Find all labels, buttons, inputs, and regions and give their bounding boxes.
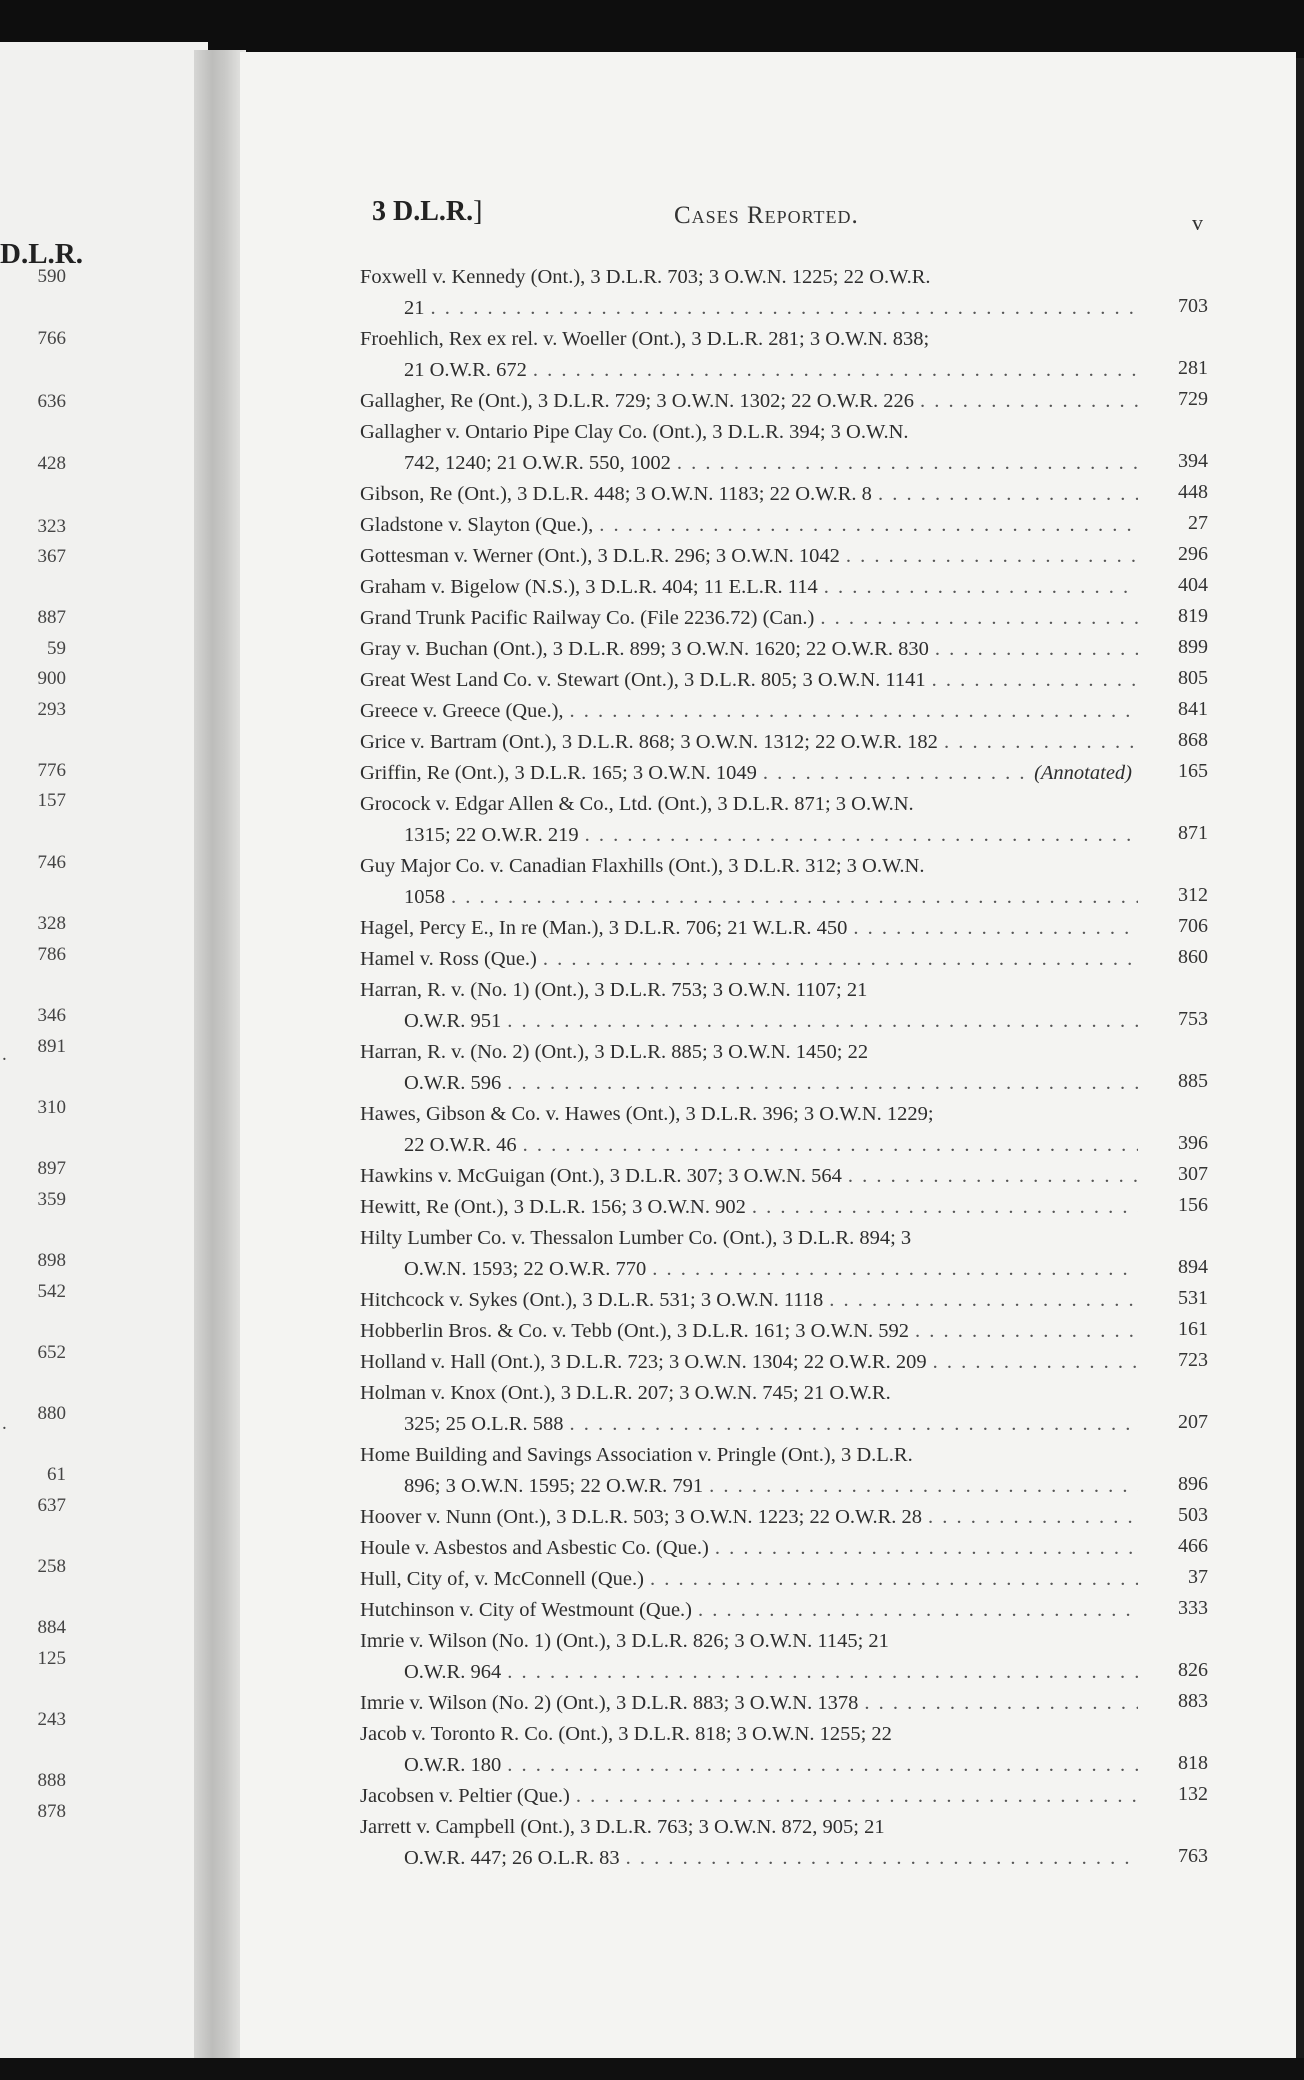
case-title: Jacobsen v. Peltier (Que.) <box>360 1785 570 1807</box>
case-title: Hoover v. Nunn (Ont.), 3 D.L.R. 503; 3 O.W.N. 1223; 22 O.W.R. 28 <box>360 1506 923 1528</box>
case-title-line <box>360 1192 1208 1223</box>
left-page-number: 888 <box>37 1770 66 1791</box>
case-title: Froehlich, Rex ex rel. v. Woeller (Ont.), 3 D.L.R. 281; 3 O.W.N. 838; <box>360 328 930 350</box>
case-page-number: 729 <box>1178 388 1208 410</box>
left-page-number: 61 <box>47 1464 66 1485</box>
case-citation-continuation <box>360 1750 1208 1781</box>
case-page-number: 753 <box>1178 1008 1208 1030</box>
case-entry <box>360 479 1208 510</box>
case-entry <box>360 1037 1208 1099</box>
case-entry <box>360 1285 1208 1316</box>
case-entry <box>360 851 1208 913</box>
case-page-number: 531 <box>1178 1287 1208 1309</box>
case-title: Gallagher, Re (Ont.), 3 D.L.R. 729; 3 O.W.N. 1302; 22 O.W.R. 226 <box>360 390 914 412</box>
case-page-number: 161 <box>1178 1318 1208 1340</box>
page-title: Cases Reported. <box>674 202 859 229</box>
running-head <box>372 196 1212 236</box>
left-page-number: 328 <box>37 913 66 934</box>
case-entry <box>360 1595 1208 1626</box>
left-page-number: 891 <box>37 1036 66 1057</box>
case-citation-text: 21 <box>404 297 425 319</box>
case-page-number: 763 <box>1178 1845 1208 1867</box>
dot-leader <box>626 1843 1138 1874</box>
left-page-number: 878 <box>37 1801 66 1822</box>
dot-leader <box>846 541 1138 572</box>
case-title: Hewitt, Re (Ont.), 3 D.L.R. 156; 3 O.W.N. 902 <box>360 1196 746 1218</box>
dot-leader <box>652 1254 1138 1285</box>
case-page-number: 466 <box>1178 1535 1208 1557</box>
case-page-number: 165 <box>1178 760 1208 782</box>
dot-leader <box>698 1595 1138 1626</box>
dot-leader <box>944 727 1138 758</box>
case-title: Greece v. Greece (Que.), <box>360 700 564 722</box>
left-page-number: 428 <box>37 453 66 474</box>
dot-leader <box>650 1564 1138 1595</box>
left-page-number: 636 <box>37 391 66 412</box>
dot-leader <box>824 572 1138 603</box>
left-page-number: 900 <box>37 668 66 689</box>
case-entry <box>360 975 1208 1037</box>
case-entry <box>360 541 1208 572</box>
dot-leader <box>585 820 1138 851</box>
dot-leader <box>533 355 1138 386</box>
case-title: Great West Land Co. v. Stewart (Ont.), 3 D.L.R. 805; 3 O.W.N. 1141 <box>360 669 926 691</box>
left-page-number: 880 <box>37 1403 66 1424</box>
case-title: Imrie v. Wilson (No. 1) (Ont.), 3 D.L.R. 826; 3 O.W.N. 1145; 21 <box>360 1630 889 1652</box>
case-entry <box>360 417 1208 479</box>
dot-leader <box>570 696 1138 727</box>
left-page <box>0 42 208 2058</box>
case-entry <box>360 1626 1208 1688</box>
case-citation-text: 1315; 22 O.W.R. 219 <box>404 824 579 846</box>
case-title: Grand Trunk Pacific Railway Co. (File 2236.72) (Can.) <box>360 607 815 629</box>
case-citation-text: 742, 1240; 21 O.W.R. 550, 1002 <box>404 452 671 474</box>
page-numeral: v <box>1192 210 1203 235</box>
case-entry <box>360 1781 1208 1812</box>
case-title: Foxwell v. Kennedy (Ont.), 3 D.L.R. 703; 3 O.W.N. 1225; 22 O.W.R. <box>360 266 931 288</box>
case-title-line <box>360 1688 1208 1719</box>
dot-leader <box>829 1285 1138 1316</box>
case-title: Jarrett v. Campbell (Ont.), 3 D.L.R. 763; 3 O.W.N. 872, 905; 21 <box>360 1816 885 1838</box>
case-title: Gottesman v. Werner (Ont.), 3 D.L.R. 296; 3 O.W.N. 1042 <box>360 545 840 567</box>
dot-leader <box>820 603 1138 634</box>
volume-label-text: 3 D.L.R. <box>372 196 474 227</box>
case-citation-text: O.W.R. 964 <box>404 1661 502 1683</box>
left-page-number: 786 <box>37 944 66 965</box>
case-title: Hilty Lumber Co. v. Thessalon Lumber Co. (Ont.), 3 D.L.R. 894; 3 <box>360 1227 912 1249</box>
case-title-line <box>360 1347 1208 1378</box>
case-title: Holman v. Knox (Ont.), 3 D.L.R. 207; 3 O.W.N. 745; 21 O.W.R. <box>360 1382 891 1404</box>
case-page-number: 503 <box>1178 1504 1208 1526</box>
dot-leader <box>933 1347 1138 1378</box>
left-page-number: 310 <box>37 1097 66 1118</box>
case-page-number: 723 <box>1178 1349 1208 1371</box>
case-citation-continuation <box>360 448 1208 479</box>
dot-leader <box>543 944 1138 975</box>
left-page-number: 897 <box>37 1158 66 1179</box>
dot-leader <box>763 758 1034 789</box>
dot-leader <box>935 634 1138 665</box>
case-page-number: 307 <box>1178 1163 1208 1185</box>
case-entry <box>360 1192 1208 1223</box>
case-page-number: 883 <box>1178 1690 1208 1712</box>
case-title: Hamel v. Ross (Que.) <box>360 948 537 970</box>
case-title-line <box>360 386 1208 417</box>
case-page-number: 871 <box>1178 822 1208 844</box>
case-title-line <box>360 696 1208 727</box>
case-citation-text: 1058 <box>404 886 445 908</box>
case-title: Hutchinson v. City of Westmount (Que.) <box>360 1599 693 1621</box>
case-title: Griffin, Re (Ont.), 3 D.L.R. 165; 3 O.W.N. 1049 <box>360 762 757 784</box>
dot-leader <box>569 1409 1138 1440</box>
dot-leader <box>507 1068 1138 1099</box>
dot-leader <box>507 1657 1138 1688</box>
case-title-line <box>360 541 1208 572</box>
case-citation-text: 21 O.W.R. 672 <box>404 359 527 381</box>
case-entry <box>360 510 1208 541</box>
case-entry <box>360 1812 1208 1874</box>
case-page-number: 885 <box>1178 1070 1208 1092</box>
case-entry <box>360 1719 1208 1781</box>
case-entry <box>360 634 1208 665</box>
left-page-number: 776 <box>37 760 66 781</box>
case-title: Gladstone v. Slayton (Que.), <box>360 514 594 536</box>
case-page-number: 448 <box>1178 481 1208 503</box>
case-entry <box>360 913 1208 944</box>
case-page-number: 818 <box>1178 1752 1208 1774</box>
case-title-line <box>360 758 1208 789</box>
dot-leader <box>576 1781 1138 1812</box>
case-title-line <box>360 634 1208 665</box>
case-title: Houle v. Asbestos and Asbestic Co. (Que.) <box>360 1537 709 1559</box>
case-citation-continuation <box>360 1409 1208 1440</box>
case-title-line <box>360 1595 1208 1626</box>
case-entry <box>360 603 1208 634</box>
case-title-line <box>360 572 1208 603</box>
dot-leader <box>932 665 1138 696</box>
book-gutter <box>194 50 246 2058</box>
case-title: Home Building and Savings Association v. Pringle (Ont.), 3 D.L.R. <box>360 1444 913 1466</box>
case-entry <box>360 1564 1208 1595</box>
case-title: Gallagher v. Ontario Pipe Clay Co. (Ont.), 3 D.L.R. 394; 3 O.W.N. <box>360 421 909 443</box>
case-page-number: 394 <box>1178 450 1208 472</box>
dot-leader <box>507 1750 1138 1781</box>
case-entry <box>360 1378 1208 1440</box>
case-citation-continuation <box>360 1843 1208 1874</box>
case-title: Harran, R. v. (No. 1) (Ont.), 3 D.L.R. 753; 3 O.W.N. 1107; 21 <box>360 979 868 1001</box>
case-page-number: 894 <box>1178 1256 1208 1278</box>
case-entry <box>360 1533 1208 1564</box>
left-page-number: 542 <box>37 1281 66 1302</box>
case-page-number: 396 <box>1178 1132 1208 1154</box>
left-page-number: 898 <box>37 1250 66 1271</box>
case-citation-text: 325; 25 O.L.R. 588 <box>404 1413 564 1435</box>
volume-bracket: ] <box>473 196 483 227</box>
case-entry <box>360 1502 1208 1533</box>
case-citation-text: O.W.R. 596 <box>404 1072 502 1094</box>
case-entry <box>360 1688 1208 1719</box>
case-title: Hagel, Percy E., In re (Man.), 3 D.L.R. 706; 21 W.L.R. 450 <box>360 917 848 939</box>
left-page-number: 746 <box>37 852 66 873</box>
scan-bottom-border <box>0 2058 1304 2080</box>
left-page-number: 243 <box>37 1709 66 1730</box>
case-entry <box>360 324 1208 386</box>
left-page-number: 367 <box>37 546 66 567</box>
case-page-number: 826 <box>1178 1659 1208 1681</box>
case-entry <box>360 789 1208 851</box>
left-page-mark: . <box>2 1044 7 1065</box>
case-citation-continuation <box>360 293 1208 324</box>
left-page-number: 884 <box>37 1617 66 1638</box>
case-entry <box>360 572 1208 603</box>
case-page-number: 860 <box>1178 946 1208 968</box>
left-page-number: 359 <box>37 1189 66 1210</box>
case-page-number: 333 <box>1178 1597 1208 1619</box>
volume-label <box>372 196 482 228</box>
case-entry <box>360 944 1208 975</box>
case-page-number: 899 <box>1178 636 1208 658</box>
case-citation-text: O.W.R. 951 <box>404 1010 502 1032</box>
case-title-line <box>360 1285 1208 1316</box>
case-page-number: 312 <box>1178 884 1208 906</box>
case-entry <box>360 758 1208 789</box>
case-page-number: 819 <box>1178 605 1208 627</box>
case-page-number: 281 <box>1178 357 1208 379</box>
case-title-line <box>360 1781 1208 1812</box>
case-page-number: 706 <box>1178 915 1208 937</box>
case-title-line <box>360 1564 1208 1595</box>
case-citation-continuation <box>360 1006 1208 1037</box>
dot-leader <box>928 1502 1138 1533</box>
left-page-number: 157 <box>37 790 66 811</box>
case-page-number: 37 <box>1188 1566 1208 1588</box>
case-title: Hobberlin Bros. & Co. v. Tebb (Ont.), 3 D.L.R. 161; 3 O.W.N. 592 <box>360 1320 910 1342</box>
dot-leader <box>853 913 1138 944</box>
case-citation-text: O.W.N. 1593; 22 O.W.R. 770 <box>404 1258 647 1280</box>
left-page-number: 323 <box>37 516 66 537</box>
case-entry <box>360 262 1208 324</box>
left-page-number: 637 <box>37 1495 66 1516</box>
case-entry <box>360 1440 1208 1502</box>
case-page-number: 703 <box>1178 295 1208 317</box>
dot-leader <box>709 1471 1138 1502</box>
case-entry <box>360 386 1208 417</box>
case-title: Hawkins v. McGuigan (Ont.), 3 D.L.R. 307; 3 O.W.N. 564 <box>360 1165 842 1187</box>
left-page-header: D.L.R. <box>0 238 83 270</box>
case-page-number: 805 <box>1178 667 1208 689</box>
case-title: Graham v. Bigelow (N.S.), 3 D.L.R. 404; 11 E.L.R. 114 <box>360 576 818 598</box>
case-page-number: 156 <box>1178 1194 1208 1216</box>
case-title: Hitchcock v. Sykes (Ont.), 3 D.L.R. 531; 3 O.W.N. 1118 <box>360 1289 824 1311</box>
case-page-number: 132 <box>1178 1783 1208 1805</box>
case-citation-continuation <box>360 1471 1208 1502</box>
case-title: Grice v. Bartram (Ont.), 3 D.L.R. 868; 3 O.W.N. 1312; 22 O.W.R. 182 <box>360 731 938 753</box>
case-title: Hawes, Gibson & Co. v. Hawes (Ont.), 3 D.L.R. 396; 3 O.W.N. 1229; <box>360 1103 934 1125</box>
case-citation-continuation <box>360 355 1208 386</box>
case-page-number: 868 <box>1178 729 1208 751</box>
case-title-line <box>360 510 1208 541</box>
dot-leader <box>752 1192 1138 1223</box>
dot-leader <box>715 1533 1138 1564</box>
left-page-number: 125 <box>37 1648 66 1669</box>
case-entry <box>360 696 1208 727</box>
case-citation-continuation <box>360 1068 1208 1099</box>
case-title: Hull, City of, v. McConnell (Que.) <box>360 1568 644 1590</box>
left-page-number: 652 <box>37 1342 66 1363</box>
case-title-line <box>360 913 1208 944</box>
case-entry <box>360 727 1208 758</box>
cases-index-list <box>360 262 1208 1874</box>
case-title: Grocock v. Edgar Allen & Co., Ltd. (Ont.), 3 D.L.R. 871; 3 O.W.N. <box>360 793 914 815</box>
dot-leader <box>878 479 1138 510</box>
case-title: Holland v. Hall (Ont.), 3 D.L.R. 723; 3 O.W.N. 1304; 22 O.W.R. 209 <box>360 1351 927 1373</box>
dot-leader <box>507 1006 1138 1037</box>
left-page-number: 293 <box>37 699 66 720</box>
dot-leader <box>920 386 1138 417</box>
case-page-number: 207 <box>1178 1411 1208 1433</box>
left-page-mark: . <box>2 1413 7 1434</box>
case-entry <box>360 1161 1208 1192</box>
case-citation-continuation <box>360 1657 1208 1688</box>
dot-leader <box>915 1316 1138 1347</box>
dot-leader <box>451 882 1138 913</box>
case-page-number: 296 <box>1178 543 1208 565</box>
case-title-line <box>360 1533 1208 1564</box>
case-page-number: 896 <box>1178 1473 1208 1495</box>
dot-leader <box>599 510 1138 541</box>
case-title-line <box>360 727 1208 758</box>
left-page-number: 590 <box>37 266 66 287</box>
case-title-line <box>360 665 1208 696</box>
left-page-number: 887 <box>37 607 66 628</box>
case-title-line <box>360 603 1208 634</box>
dot-leader <box>677 448 1138 479</box>
dot-leader <box>431 293 1139 324</box>
case-citation-continuation <box>360 820 1208 851</box>
annotation-label: (Annotated) <box>1034 762 1132 784</box>
left-page-number: 766 <box>37 328 66 349</box>
left-page-number: 59 <box>47 638 66 659</box>
case-title: Harran, R. v. (No. 2) (Ont.), 3 D.L.R. 885; 3 O.W.N. 1450; 22 <box>360 1041 869 1063</box>
case-title-line <box>360 479 1208 510</box>
case-entry <box>360 1316 1208 1347</box>
case-page-number: 27 <box>1188 512 1208 534</box>
left-page-number: 346 <box>37 1005 66 1026</box>
case-title-line <box>360 1316 1208 1347</box>
case-title: Gray v. Buchan (Ont.), 3 D.L.R. 899; 3 O.W.N. 1620; 22 O.W.R. 830 <box>360 638 929 660</box>
case-entry <box>360 1099 1208 1161</box>
case-entry <box>360 665 1208 696</box>
case-citation-text: 22 O.W.R. 46 <box>404 1134 517 1156</box>
case-title: Jacob v. Toronto R. Co. (Ont.), 3 D.L.R. 818; 3 O.W.N. 1255; 22 <box>360 1723 892 1745</box>
dot-leader <box>864 1688 1138 1719</box>
case-title-line <box>360 1502 1208 1533</box>
case-citation-text: O.W.R. 180 <box>404 1754 502 1776</box>
case-citation-text: O.W.R. 447; 26 O.L.R. 83 <box>404 1847 620 1869</box>
case-title: Imrie v. Wilson (No. 2) (Ont.), 3 D.L.R. 883; 3 O.W.N. 1378 <box>360 1692 859 1714</box>
case-title-line <box>360 944 1208 975</box>
case-citation-text: 896; 3 O.W.N. 1595; 22 O.W.R. 791 <box>404 1475 704 1497</box>
case-page-number: 404 <box>1178 574 1208 596</box>
case-title: Gibson, Re (Ont.), 3 D.L.R. 448; 3 O.W.N. 1183; 22 O.W.R. 8 <box>360 483 872 505</box>
case-title: Guy Major Co. v. Canadian Flaxhills (Ont.), 3 D.L.R. 312; 3 O.W.N. <box>360 855 925 877</box>
case-entry <box>360 1223 1208 1285</box>
case-page-number: 841 <box>1178 698 1208 720</box>
case-citation-continuation <box>360 882 1208 913</box>
case-citation-continuation <box>360 1254 1208 1285</box>
dot-leader <box>848 1161 1138 1192</box>
left-page-number: 258 <box>37 1556 66 1577</box>
case-entry <box>360 1347 1208 1378</box>
case-citation-continuation <box>360 1130 1208 1161</box>
case-title-line <box>360 1161 1208 1192</box>
dot-leader <box>523 1130 1138 1161</box>
